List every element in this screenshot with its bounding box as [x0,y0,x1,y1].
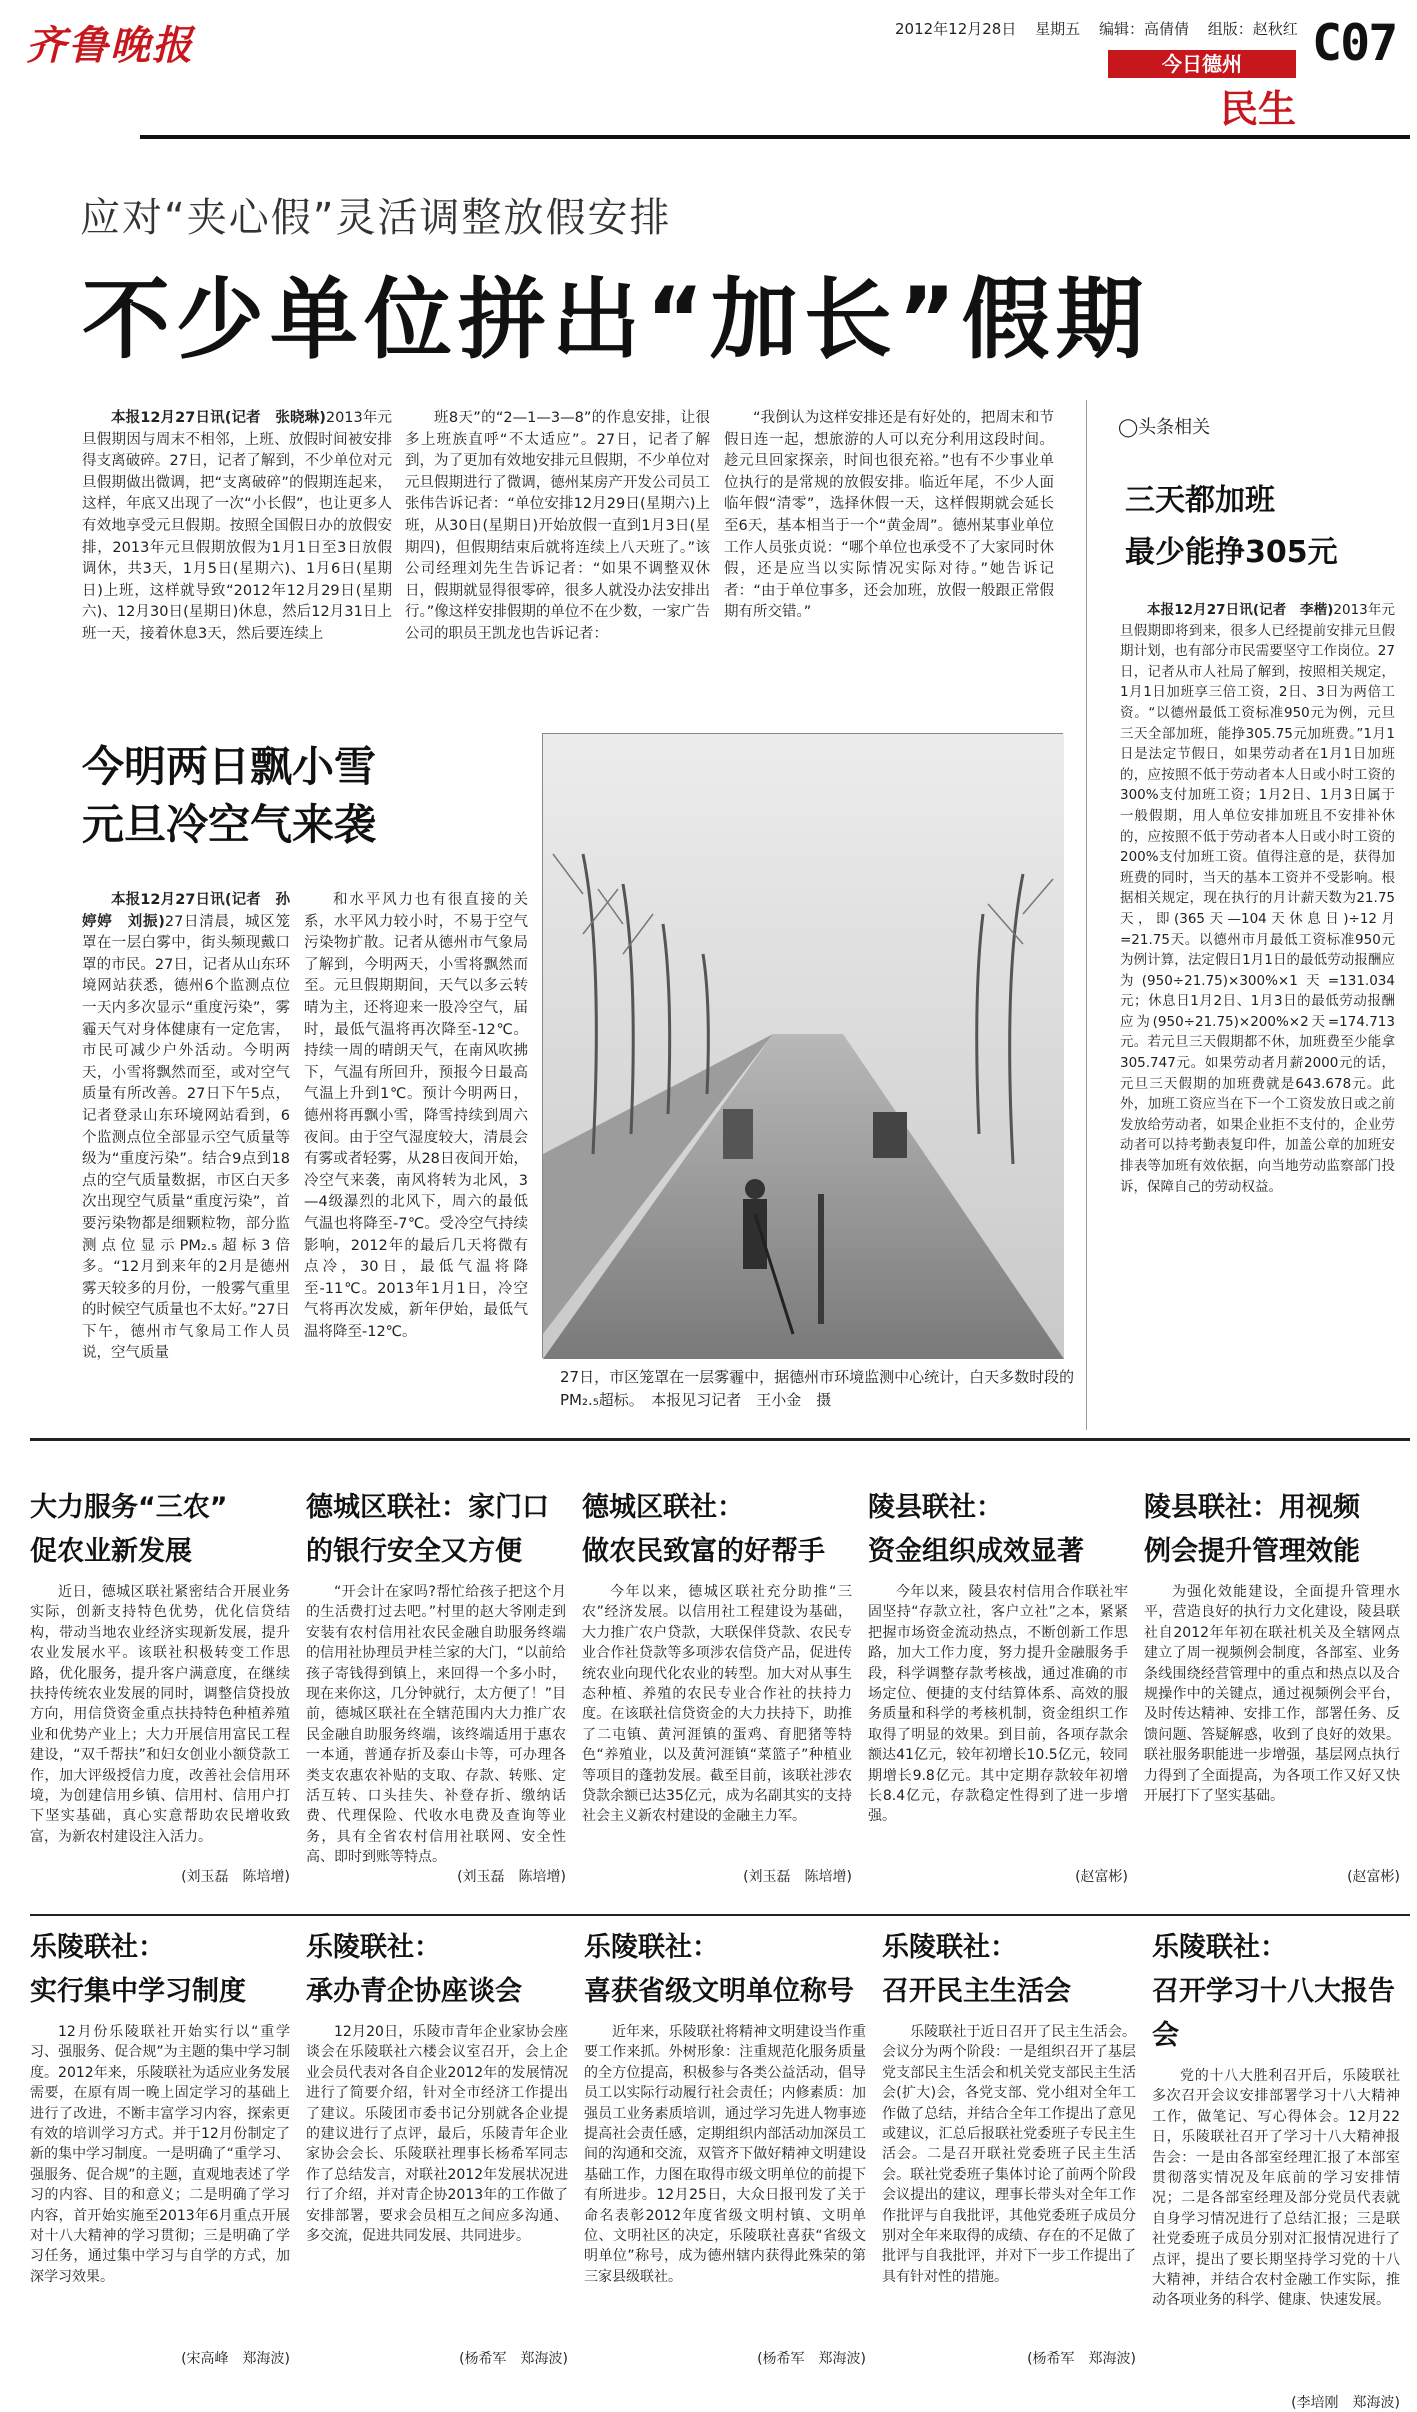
section-tag: 今日德州 [1108,50,1296,78]
brief-item [30,1486,290,1906]
brief-text: “开会计在家吗?帮忙给孩子把这个月的生活费打过去吧。”村里的赵大爷刚走到安装有农村信用社农民金融自助服务终端的信用社协理员尹桂兰家的大门，“以前给孩子寄钱得到镇上，来回得一个多小时，现在来你这，几分钟就行，太方便了！”目前，德城区联社在全辖范围内大力推广农民金融自助服务终端，该终端适用于惠农一本通，普通存折及泰山卡等，可办理各类支农惠农补贴的支取、存款、转账、定活互转、口头挂失、补登存折、缴纳话费、代理保险、代收水电费及查询等业务，具有全省农村信用社联网、安全性高、即时到账等特点。 [306,1584,566,1866]
brief-title [306,1486,566,1574]
brief-title-line1: 乐陵联社： [584,1932,719,1963]
brief-item [306,1486,566,1906]
brief-author: (刘玉磊 陈培增) [457,1869,566,1885]
weather-headline-line1: 今明两日飘小雪 [82,742,377,791]
brief-author: (刘玉磊 陈培增) [181,1869,290,1885]
main-byline: 本报12月27日讯(记者 张晓琳) [111,410,326,426]
issue-weekday: 星期五 [1035,20,1081,38]
brief-title-line2: 资金组织成效显著 [868,1536,1084,1567]
sidebar-title-line1: 三天都加班 [1125,483,1275,518]
section-title: 民生 [1220,87,1297,131]
brief-text: 今年以来，德城区联社充分助推“三农”经济发展。以信用社工程建设为基础，大力推广农户贷款，大联保伴贷款、农民专业合作社贷款等多项涉农信贷产品，促进传统农业向现代化农业的转型。加大对从事生态种植、养殖的农民专业合作社的扶持力度。在该联社信贷资金的大力扶持下，助推了二屯镇、黄河涯镇的蛋鸡、育肥猪等特色“养殖业，以及黄河涯镇“菜篮子”种植业等项目的蓬勃发展。截至目前，该联社涉农贷款余额已达35亿元，成为名副其实的支持社会主义新农村建设的金融主力军。 [582,1584,852,1825]
brief-title-line2: 的银行安全又方便 [306,1536,522,1567]
brief-body [306,2022,568,2348]
brief-author: (李培刚 郑海波) [1291,2395,1400,2411]
brief-title [1152,1926,1400,2058]
brief-title-line2: 承办青企协座谈会 [306,1976,522,2007]
brief-title-line1: 乐陵联社： [1152,1932,1287,1963]
news-photo [542,733,1063,1358]
brief-title-line2: 例会提升管理效能 [1144,1536,1360,1567]
weather-col1-text: 27日清晨，城区笼罩在一层白雾中，街头频现戴口罩的市民。27日，记者从山东环境网站获悉，德州6个监测点位一天内多次显示“重度污染”，雾霾天气对身体健康有一定危害，市民可减少户外活动。今明两天，小雪将飘然而至，或对空气质量有所改善。27日下午5点，记者登录山东环境网站看到，6个监测点位全部显示空气质量等级为“重度污染”。结合9点到18点的空气质量数据，市区白天多次出现空气质量“重度污染”，首要污染物都是细颗粒物，部分监测点位显示PM₂.₅超标3倍多。“12月到来年的2月是德州雾天较多的月份，一般雾气重里的时候空气质量也不太好。”27日下午，德州市气象局工作人员说，空气质量 [82,913,290,1362]
brief-title-line2: 促农业新发展 [30,1536,192,1567]
brief-text: 为强化效能建设，全面提升管理水平，营造良好的执行力文化建设，陵县联社自2012年年初在联社机关及全辖网点建立了周一视频例会制度，各部室、业务条线围绕经营管理中的重点和热点以及合规操作中的关键点，通过视频例会平台，及时传达精神、安排工作，部署任务、反馈问题、答疑解惑，收到了良好的效果。联社服务职能进一步增强，基层网点执行力得到了全面提高，为各项工作又好又快开展打下了坚实基础。 [1144,1584,1400,1805]
foggy-street-illustration [543,734,1064,1359]
main-headline: 不少单位拼出“加长”假期 [82,268,1150,371]
brief-text: 12月20日，乐陵市青年企业家协会座谈会在乐陵联社六楼会议室召开，会上企业会员代表对各自企业2012年的发展情况进行了简要介绍，针对全市经济工作提出了建议。乐陵团市委书记分别就各企业提的建议进行了点评，最后，乐陵青年企业家协会会长、乐陵联社理事长杨希军同志作了总结发言，对联社2012年发展状况进行了介绍，并对青企协2013年的工作做了安排部署，要求会员相互之间应多沟通、多交流，促进共同发展、共同进步。 [306,2024,568,2245]
brief-text: 近日，德城区联社紧密结合开展业务实际，创新支持特色优势，优化信贷结构，带动当地农业经济实现新发展，提升农业发展水平。该联社积极转变工作思路，优化服务，提升客户满意度，在继续扶持传统农业发展的同时，调整信贷投放方向，用信贷资金重点扶持特色种植养殖业和优势产业上；大力开展信用富民工程建设，“双千帮扶”和妇女创业小额贷款工作，加大评级授信力度，改善社会信用环境，为创建信用乡镇、信用村、信用户打下坚实基础，真心实意帮助农民增收致富，为新农村建设注入活力。 [30,1584,290,1845]
brief-author: (刘玉磊 陈培增) [743,1869,852,1885]
main-col2-text: 班8天”的“2—1—3—8”的作息安排，让很多上班族直呼“不太适应”。27日，记者了解到，为了更加有效地安排元旦假期，不少单位对元旦假期进行了微调，德州某房产开发公司员工张伟告诉记者：“单位安排12月29日(星期六)上班，从30日(星期日)开始放假一直到1月3日(星期四)，但假期结束后就将连续上八天班了。”该公司经理刘先生告诉记者：“如果不调整双休日，假期就显得很零碎，很多人就没办法安排出行。”像这样安排假期的单位不在少数，一家广告公司的职员王凯龙也告诉记者： [405,410,710,642]
weather-byline: 本报12月27日讯(记者 孙婷婷 刘振) [82,892,290,930]
brief-text: 近年来，乐陵联社将精神文明建设当作重要工作来抓。外树形象：注重规范化服务质量的全方位提高，积极参与各类公益活动，倡导员工以实际行动履行社会责任；内修素质：加强员工业务素质培训，通过学习先进人物事迹提高社会责任感，定期组织内部活动加深员工间的沟通和交流，双管齐下做好精神文明建设基础工作，力图在取得市级文明单位的前提下有所进步。12月25日，大众日报刊发了关于命名表彰2012年度省级文明村镇、文明单位、文明社区的决定，乐陵联社喜获“省级文明单位”称号，成为德州辖内获得此殊荣的第三家县级联社。 [584,2024,866,2285]
issue-layout: 组版：赵秋红 [1207,20,1298,38]
briefs-rule [30,1438,1410,1441]
brief-title-line1: 乐陵联社： [306,1932,441,1963]
brief-title [882,1926,1136,2014]
sidebar-title-line2: 最少能挣305元 [1125,535,1338,570]
issue-meta [895,18,1312,39]
brief-item [882,1926,1136,2366]
brief-author: (杨希军 郑海波) [1027,2351,1136,2367]
brief-body [30,1582,290,1866]
brief-body [30,2022,290,2348]
brief-body [582,1582,852,1866]
brief-title-line2: 喜获省级文明单位称号 [584,1976,854,2007]
brief-item [306,1926,568,2366]
newspaper-logo: 齐鲁晚报 [26,22,194,69]
main-story-col1 [82,408,392,708]
brief-author: (赵富彬) [1347,1869,1400,1885]
brief-body [584,2022,866,2348]
brief-title-line2: 召开民主生活会 [882,1976,1071,2007]
brief-title-line1: 陵县联社：用视频 [1144,1492,1360,1523]
main-kicker: 应对“夹心假”灵活调整放假安排 [80,195,672,241]
brief-title-line1: 大力服务“三农” [30,1492,228,1523]
brief-item [582,1486,852,1906]
weather-col1 [82,890,290,1430]
brief-author: (宋高峰 郑海波) [181,2351,290,2367]
brief-body [882,2022,1136,2348]
brief-body [1144,1582,1400,1866]
brief-item [868,1486,1128,1906]
issue-date: 2012年12月28日 [895,20,1017,38]
main-story-col2 [405,408,710,708]
weather-headline-line2: 元旦冷空气来袭 [82,800,377,849]
brief-title-line1: 乐陵联社： [30,1932,165,1963]
main-col3-text: “我倒认为这样安排还是有好处的，把周末和节假日连一起，想旅游的人可以充分利用这段时间。趁元旦回家探亲，时间也很充裕。”也有不少事业单位执行的是常规的放假安排。临近年尾，不少人面临年假“清零”，选择休假一天，这样假期就会延长至6天，基本相当于一个“黄金周”。德州某事业单位工作人员张贞说：“哪个单位也承受不了大家同时休假，还是应当以实际情况实际对待。”她告诉记者：“由于单位事多，还会加班，放假一般跟正常假期有所交错。” [724,410,1054,621]
brief-item [584,1926,866,2366]
brief-item [1152,1926,1400,2411]
issue-editor: 编辑：高倩倩 [1098,20,1189,38]
sidebar-title [1125,475,1338,579]
sidebar-story [1120,600,1395,1430]
brief-title [584,1926,866,2014]
main-col1-text: 2013年元旦假期因与周末不相邻，上班、放假时间被安排得支离破碎。27日，记者了解到，不少单位对元旦假期做出微调，把“支离破碎”的假期连起来，这样，年底又出现了一次“小长假”，也让更多人有效地享受元旦假期。按照全国假日办的放假安排，2013年元旦假期放假为1月1日至3日放假调休，共3天，1月5日(星期六)、1月6日(星期日)上班，这样就导致“2012年12月29日(星期六)、12月30日(星期日)休息，然后12月31日上班一天，接着休息3天，然后要连续上 [82,410,393,642]
page-number: C07 [1312,14,1397,72]
briefs-row-rule [30,1914,1410,1916]
brief-text: 12月份乐陵联社开始实行以“重学习、强服务、促合规”为主题的集中学习制度。2012年来，乐陵联社为适应业务发展需要，在原有周一晚上固定学习的基础上进行了改进，不断丰富学习内容，探索更有效的培训学习方式。并于12月份制定了新的集中学习制度。一是明确了“重学习、强服务、促合规”的主题，直观地表述了学习的内容、目的和意义；二是明确了学习内容，首开始实施至2013年6月重点开展对十八大精神的学习贯彻；三是明确了学习任务，通过集中学习与自学的方式，加深学习效果。 [30,2024,290,2285]
photo-caption: 27日，市区笼罩在一层雾霾中，据德州市环境监测中心统计，白天多数时段的PM₂.₅超标。 本报见习记者 王小金 摄 [560,1368,1075,1409]
brief-title [582,1486,852,1574]
brief-title-line1: 乐陵联社： [882,1932,1017,1963]
brief-item [1144,1486,1400,1906]
brief-text: 党的十八大胜利召开后，乐陵联社多次召开会议安排部署学习十八大精神工作，做笔记、写心得体会。12月22日，乐陵联社召开了学习十八大精神报告会：一是由各部室经理汇报了本部室贯彻落实情况及年底前的学习安排情况；二是各部室经理及部分党员代表就自身学习情况进行了总结汇报；三是联社党委班子成员分别对汇报情况进行了点评，提出了要长期坚持学习党的十八大精神，并结合农村金融工作实际，推动各项业务的科学、健康、快速发展。 [1152,2068,1400,2309]
brief-item [30,1926,290,2366]
brief-author: (赵富彬) [1075,1869,1128,1885]
brief-author: (杨希军 郑海波) [459,2351,568,2367]
brief-body [306,1582,566,1866]
weather-col2-text: 和水平风力也有很直接的关系，水平风力较小时，不易于空气污染物扩散。记者从德州市气象局了解到，今明两天，小雪将飘然而至。元旦假期期间，天气以多云转晴为主，还将迎来一股冷空气，届时，最低气温将再次降至-12℃。持续一周的晴朗天气，在南风吹拂下，气温有所回升，预报今日最高气温上升到1℃。预计今明两日，德州将再飘小雪，降雪持续到周六夜间。由于空气湿度较大，清晨会有雾或者轻雾，从28日夜间开始，冷空气来袭，南风将转为北风，3—4级瀑烈的北风下，周六的最低气温也将降至-7℃。受冷空气持续影响，2012年的最后几天将微有点冷，30日，最低气温将降至-11℃。2013年1月1日，冷空气将再次发威，新年伊始，最低气温将降至-12℃。 [304,892,528,1340]
brief-title [868,1486,1128,1574]
brief-text: 今年以来，陵县农村信用合作联社牢固坚持“存款立社，客户立社”之本，紧紧把握市场资金流动热点，不断创新工作思路，加大工作力度，努力提升金融服务手段，科学调整存款考核战，通过准确的市场定位、便捷的支付结算体系、高效的服务质量和科学的考核机制，资金组织工作取得了明显的效果。到目前，各项存款余额达41亿元，较年初增长10.5亿元，较同期增长9.8亿元。其中定期存款较年初增长8.4亿元，存款稳定性得到了进一步增强。 [868,1584,1128,1825]
brief-title [306,1926,568,2014]
brief-title [30,1926,290,2014]
brief-title [1144,1486,1400,1574]
brief-title-line1: 德城区联社：家门口 [306,1492,549,1523]
column-divider [1086,400,1087,1430]
main-story-col3 [724,408,1054,708]
brief-title-line1: 陵县联社： [868,1492,1003,1523]
brief-text: 乐陵联社于近日召开了民主生活会。会议分为两个阶段：一是组织召开了基层党支部民主生活会和机关党支部民主生活会(扩大)会，各党支部、党小组对全年工作做了总结，并结合全年工作提出了意见或建议，汇总后报联社党委班子专民主生活会。二是召开联社党委班子民主生活会。联社党委班子集体讨论了前两个阶段会议提出的建议，理事长带头对全年工作作批评与自我批评，其他党委班子成员分别对全年来取得的成绩、存在的不足做了批评与自我批评，并对下一步工作提出了具有针对性的措施。 [882,2024,1136,2285]
sidebar-byline: 本报12月27日讯(记者 李楷) [1147,602,1334,618]
header-rule [140,135,1410,139]
brief-title-line2: 实行集中学习制度 [30,1976,246,2007]
brief-body [868,1582,1128,1866]
weather-col2 [304,890,528,1430]
brief-body [1152,2066,1400,2392]
sidebar-body: 2013年元旦假期即将到来，很多人已经提前安排元旦假期计划，也有部分市民需要坚守工作岗位。27日，记者从市人社局了解到，按照相关规定，1月1日加班享三倍工资，2日、3日为两倍工资。“以德州最低工资标准950元为例，元旦三天全部加班，能挣305.75元加班费。”1月1日是法定节假日，如果劳动者在1月1日加班的，应按照不低于劳动者本人日或小时工资的300%支付加班工资；1月2日、1月3日属于一般假期，用人单位安排加班且不安排补休的，应按照不低于劳动者本人日或小时工资的200%支付加班工资。值得注意的是，获得加班费的同时，当天的基本工资并不受影响。根据相关规定，现在执行的月计薪天数为21.75天，即(365天—104天休息日)÷12月=21.75天。以德州市月最低工资标准950元为例计算，法定假日1月1日的最低劳动报酬应为(950÷21.75)×300%×1天=131.034元；休息日1月2日、1月3日的最低劳动报酬应为(950÷21.75)×200%×2天=174.713元。若元旦三天假期都不休，加班费至少能拿305.747元。如果劳动者月薪2000元的话，元旦三天假期的加班费就是643.678元。此外，加班工资应当在下一个工资发放日或之前发放给劳动者，如果企业拒不支付的，企业劳动者可以持考勤表复印件，加盖公章的加班安排表等加班有效依据，向当地劳动监察部门投诉，保障自己的劳动权益。 [1120,602,1395,1195]
brief-title-line2: 召开学习十八大报告会 [1152,1976,1395,2051]
weather-headline [82,738,376,854]
brief-title [30,1486,290,1574]
sidebar-label: ◯头条相关 [1118,417,1211,438]
brief-title-line1: 德城区联社： [582,1492,744,1523]
brief-author: (杨希军 郑海波) [757,2351,866,2367]
brief-title-line2: 做农民致富的好帮手 [582,1536,825,1567]
